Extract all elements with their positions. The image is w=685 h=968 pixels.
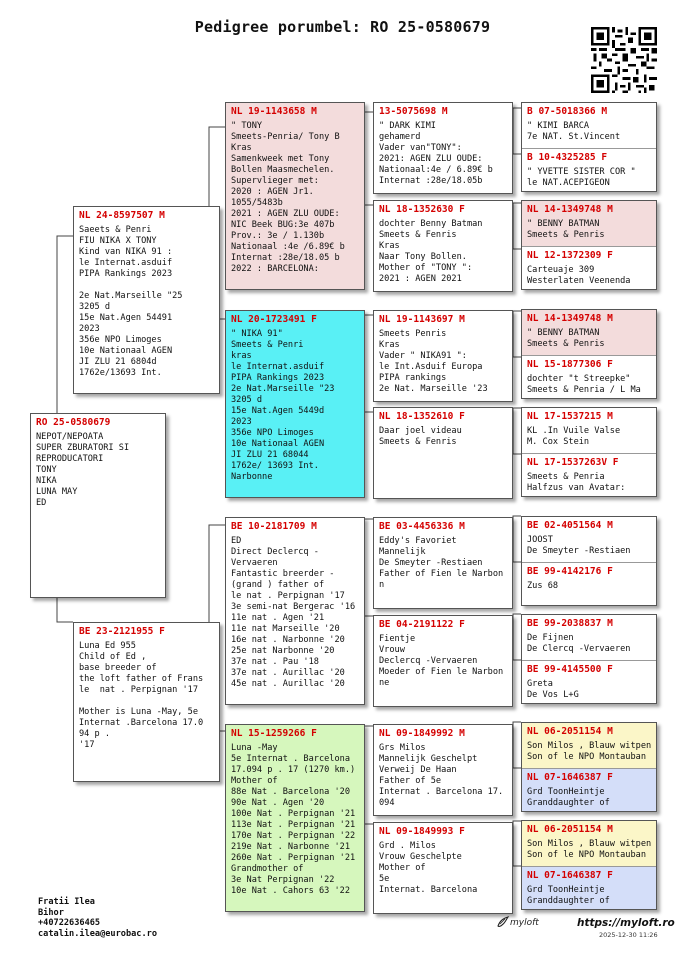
pigeon-card-dsd[interactable] <box>373 615 513 707</box>
ring-number: BE 99-4142176 F <box>527 566 613 577</box>
pigeon-card-g10[interactable] <box>522 562 656 605</box>
pigeon-info: Eddy's Favoriet Mannelijk De Smeyter -Restiaen Father of Fien le Narbon n <box>379 536 504 590</box>
pigeon-info: Grd ToonHeintje Granddaughter of <box>527 885 610 906</box>
breeder-phone: +40722636465 <box>38 918 101 928</box>
qr-code-icon <box>591 27 657 93</box>
pigeon-info: Grd ToonHeintje Granddaughter of <box>527 787 610 808</box>
pigeon-card-dds[interactable] <box>373 724 513 816</box>
pigeon-pair-6 <box>521 614 657 704</box>
pigeon-pair-3 <box>521 309 657 399</box>
ring-number: NL 15-1877306 F <box>527 359 613 370</box>
brand-name: myloft <box>510 918 539 928</box>
ring-number: NL 24-8597507 M <box>79 210 165 221</box>
ring-number: NL 20-1723491 F <box>231 314 317 325</box>
pigeon-info: Luna Ed 955 Child of Ed , base breeder of the loft father of Frans le nat . Perpignan '17 Mother is Luna -May, 5e Internat .Barcelona 17.0 94 p . '17 <box>79 641 204 750</box>
pigeon-info: Grs Milos Mannelijk Geschelpt Verweij De Haan Father of 5e Internat . Barcelona 17. 094 <box>379 743 504 808</box>
ring-number: NL 09-1849993 F <box>379 826 465 837</box>
breeder-contact <box>38 897 157 939</box>
pigeon-info: Son Milos , Blauw witpen Son of le NPO Montauban <box>527 839 652 860</box>
myloft-logo-icon <box>496 915 510 929</box>
pigeon-pair-8 <box>521 820 657 910</box>
pigeon-info: Fientje Vrouw Declercq -Vervaeren Moeder of Fien le Narbon ne <box>379 634 504 688</box>
pigeon-card-g1[interactable] <box>522 103 656 148</box>
pigeon-card-sire-sire[interactable] <box>225 102 365 290</box>
pigeon-card-g5[interactable] <box>522 310 656 355</box>
ring-number: BE 23-2121955 F <box>79 626 165 637</box>
ring-number: NL 12-1372309 F <box>527 250 613 261</box>
ring-number: NL 06-2051154 M <box>527 824 613 835</box>
pigeon-info: " TONY Smeets-Penria/ Tony B Kras Samenkweek met Tony Bollen Maasmechelen. Supervlieger met: 2020 : AGEN Jr1. 1055/5483b 2021 : AGEN ZLU OUDE: NIC Beek BUG:3e 407b Prov.: 3e / 1.130b Nationaal :4e /6.89€ b Internat :28e/18.05 b 2022 : BARCELONA: <box>231 121 345 274</box>
pigeon-card-g6[interactable] <box>522 355 656 398</box>
pigeon-card-g14[interactable] <box>522 768 656 811</box>
pigeon-pair-1 <box>521 102 657 192</box>
pigeon-card-ssd[interactable] <box>373 200 513 292</box>
pigeon-info: Smeets Penris Kras Vader " NIKA91 ": le Int.Asduif Europa PIPA rankings 2e Nat. Marseille '23 <box>379 329 488 394</box>
pigeon-card-g7[interactable] <box>522 408 656 453</box>
pigeon-card-sdd[interactable] <box>373 407 513 499</box>
pigeon-pair-4 <box>521 407 657 497</box>
ring-number: 13-5075698 M <box>379 106 448 117</box>
pigeon-card-g13[interactable] <box>522 723 656 768</box>
pigeon-info: Smeets & Penria Halfzus van Avatar: <box>527 472 626 493</box>
pigeon-info: dochter Benny Batman Smeets & Fenris Kras Naar Tony Bollen. Mother of "TONY ": 2021 : AGEN 2021 <box>379 219 483 284</box>
breeder-email: catalin.ilea@eurobac.ro <box>38 928 157 939</box>
ring-number: B 10-4325285 F <box>527 152 608 163</box>
ring-number: NL 18-1352610 F <box>379 411 465 422</box>
pigeon-info: Daar joel videau Smeets & Fenris <box>379 426 462 447</box>
pigeon-info: KL .In Vuile Valse M. Cox Stein <box>527 426 621 447</box>
pigeon-card-sire-dam[interactable] <box>225 310 365 498</box>
pigeon-info: " BENNY BATMAN Smeets & Penris <box>527 219 605 240</box>
pigeon-card-root[interactable] <box>30 413 166 598</box>
ring-number: NL 19-1143658 M <box>231 106 317 117</box>
pigeon-card-dam-sire[interactable] <box>225 517 365 705</box>
ring-number: BE 02-4051564 M <box>527 520 613 531</box>
ring-number: NL 14-1349748 M <box>527 204 613 215</box>
ring-number: BE 99-4145500 F <box>527 664 613 675</box>
pigeon-info: Zus 68 <box>527 581 559 591</box>
pigeon-card-g9[interactable] <box>522 517 656 562</box>
pigeon-card-g8[interactable] <box>522 453 656 496</box>
pigeon-info: JOOST De Smeyter -Restiaen <box>527 535 631 556</box>
ring-number: B 07-5018366 M <box>527 106 608 117</box>
pigeon-card-g16[interactable] <box>522 866 656 909</box>
pigeon-info: De Fijnen De Clercq -Vervaeren <box>527 633 631 654</box>
pigeon-info: " NIKA 91" Smeets & Penri kras le Internat.asduif PIPA Rankings 2023 2e Nat.Marseille "23 3205 d 15e Nat.Agen 5449d 2023 356e NPO Limoges 10e Nationaal AGEN JI ZLU 21 68044 1762e/ 13693 Int. Narbonne <box>231 329 335 482</box>
pigeon-info: ED Direct Declercq - Vervaeren Fantastic breerder - (grand ) father of le nat . Perpignan '17 3e semi-nat Bergerac '16 11e nat . Agen '21 11e nat Marseille '20 16e nat . Narbonne '20 25e nat Narbonne '20 37e nat . Pau '18 37e nat . Aurillac '20 45e nat . Aurillac '20 <box>231 536 356 689</box>
page-title: Pedigree porumbel: RO 25-0580679 <box>194 18 491 36</box>
pigeon-card-sds[interactable] <box>373 310 513 402</box>
pigeon-info: " BENNY BATMAN Smeets & Penris <box>527 328 605 349</box>
pigeon-info: Grd . Milos Vrouw Geschelpte Mother of 5e Internat. Barcelona <box>379 841 478 895</box>
ring-number: NL 06-2051154 M <box>527 726 613 737</box>
pigeon-card-g11[interactable] <box>522 615 656 660</box>
ring-number: NL 15-1259266 F <box>231 728 317 739</box>
pigeon-info: " YVETTE SISTER COR " le NAT.ACEPIGEON <box>527 167 636 188</box>
pigeon-info: dochter "t Streepke" Smeets & Penria / L Ma <box>527 374 641 395</box>
pigeon-card-g12[interactable] <box>522 660 656 703</box>
pigeon-info: Saeets & Penri FIU NIKA X TONY Kind van NIKA 91 : le Internat.asduif PIPA Rankings 2023 2e Nat.Marseille "25 3205 d 15e Nat.Agen 54491 2023 356e NPO Limoges 10e Nationaal AGEN JI ZLU 21 6804d 1762e/13693 Int. <box>79 225 183 378</box>
pigeon-card-sss[interactable] <box>373 102 513 194</box>
ring-number: NL 07-1646387 F <box>527 870 613 881</box>
pigeon-info: Son Milos , Blauw witpen Son of le NPO Montauban <box>527 741 652 762</box>
pigeon-info: " KIMI BARCA 7e NAT. St.Vincent <box>527 121 621 142</box>
ring-number: RO 25-0580679 <box>36 417 111 428</box>
pigeon-card-g4[interactable] <box>522 246 656 289</box>
ring-number: BE 03-4456336 M <box>379 521 465 532</box>
pigeon-pair-2 <box>521 200 657 290</box>
print-date: 2025-12-30 11:26 <box>599 931 658 939</box>
ring-number: NL 18-1352630 F <box>379 204 465 215</box>
ring-number: NL 14-1349748 M <box>527 313 613 324</box>
pigeon-card-dam[interactable] <box>73 622 220 782</box>
ring-number: BE 10-2181709 M <box>231 521 317 532</box>
pigeon-card-g15[interactable] <box>522 821 656 866</box>
pigeon-card-sire[interactable] <box>73 206 220 394</box>
pigeon-info: NEPOT/NEPOATA SUPER ZBURATORI SI REPRODUCATORI TONY NIKA LUNA MAY ED <box>36 432 130 508</box>
breeder-name: Fratii Ilea <box>38 897 95 907</box>
ring-number: NL 09-1849992 M <box>379 728 465 739</box>
pigeon-card-g3[interactable] <box>522 201 656 246</box>
ring-number: BE 04-2191122 F <box>379 619 465 630</box>
ring-number: BE 99-2038837 M <box>527 618 613 629</box>
ring-number: NL 07-1646387 F <box>527 772 613 783</box>
pigeon-pair-5 <box>521 516 657 606</box>
ring-number: NL 17-1537263V F <box>527 457 619 468</box>
pigeon-info: " DARK KIMI gehamerd Vader van"TONY": 2021: AGEN ZLU OUDE: Nationaal:4e / 6.89€ b Internat :28e/18.05b <box>379 121 493 186</box>
ring-number: NL 19-1143697 M <box>379 314 465 325</box>
pigeon-card-g2[interactable] <box>522 148 656 191</box>
pigeon-card-dam-dam[interactable] <box>225 724 365 912</box>
pigeon-info: Greta De Vos L+G <box>527 679 579 700</box>
pigeon-card-ddd[interactable] <box>373 822 513 914</box>
pigeon-card-dss[interactable] <box>373 517 513 609</box>
breeder-region: Bihor <box>38 907 64 918</box>
pigeon-info: Luna -May 5e Internat . Barcelona 17.094 p . 17 (1270 km.) Mother of 88e Nat . Barcelona '20 90e Nat . Agen '20 100e Nat . Perpignan '21 113e Nat . Perpignan '21 170e Nat . Perpignan '22 219e Nat . Narbonne '21 260e Nat . Perpignan '21 Grandmother of 3e Nat Perpignan '22 10e Nat . Cahors 63 '22 <box>231 743 356 896</box>
ring-number: NL 17-1537215 M <box>527 411 613 422</box>
pigeon-info: Carteuaje 309 Westerlaten Veenenda <box>527 265 631 286</box>
website-link[interactable]: https://myloft.ro <box>577 917 675 929</box>
pigeon-pair-7 <box>521 722 657 812</box>
